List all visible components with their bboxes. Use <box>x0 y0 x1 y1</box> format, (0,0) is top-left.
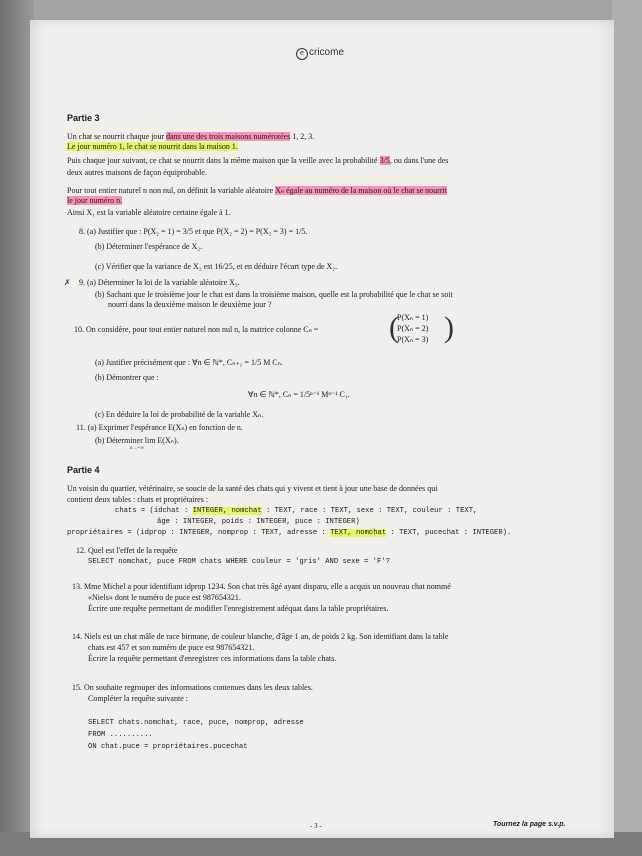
question-13b: «Niels» dont le numéro de puce est 987654321. <box>88 593 241 602</box>
question-14c: Écrire la requête permettant d'enregistrer ces informations dans la table chats. <box>88 654 337 663</box>
schema-prop-a: propriétaires = (idprop : INTEGER, nomprop : TEXT, adresse : <box>67 529 331 537</box>
matrix-entry-1: P(Xₙ = 1) <box>397 313 429 322</box>
p3-line7: Ainsi X₁ est la variable aléatoire certaine égale à 1. <box>67 208 231 217</box>
p3-line2 <box>67 142 238 152</box>
highlight-day1: Le jour numéro 1, le chat se nourrit dans la maison 1. <box>67 142 238 151</box>
question-10c: (c) En déduire la loi de probabilité de la variable Xₙ. <box>95 410 264 419</box>
question-8c: (c) Vérifier que la variance de X₂ est 16/25, et en déduire l'écart type de X₂. <box>95 262 338 271</box>
question-8a: 8. (a) Justifier que : P(X₂ = 1) = 3/5 et que P(X₂ = 2) = P(X₂ = 3) = 1/5. <box>79 227 308 236</box>
formula-cn: ∀n ∈ ℕ*, Cₙ = 1/5ⁿ⁻¹ Mⁿ⁻¹ C₁. <box>248 390 350 399</box>
matrix-entry-2: P(Xₙ = 2) <box>397 324 429 333</box>
code-line-2: FROM .......... <box>88 731 153 739</box>
highlight-day-n: le jour numéro n. <box>67 196 123 205</box>
schema-prop-c: : TEXT, pucechat : INTEGER). <box>386 529 512 537</box>
schema-chats-c: : TEXT, race : TEXT, sexe : TEXT, couleur : TEXT, <box>261 507 478 515</box>
background-right <box>612 0 642 856</box>
schema-chats <box>115 506 477 516</box>
ecricome-logo <box>296 47 344 60</box>
p3-line3 <box>67 156 448 166</box>
question-9b-cont: nourri dans la deuxième maison le deuxième jour ? <box>108 300 272 309</box>
question-10b: (b) Démontrer que : <box>95 373 159 382</box>
code-line-1: SELECT chats.nomchat, race, puce, nomprop, adresse <box>88 719 304 727</box>
logo-e-icon: e <box>296 48 308 60</box>
question-14a: 14. Niels est un chat mâle de race birmane, de couleur blanche, d'âge 1 an, de poids 2 kg. Son identifiant dans la table <box>72 632 449 641</box>
highlight-nomchat-1: INTEGER, nomchat <box>192 507 262 515</box>
p4-intro-2: contient deux tables : chats et propriétaires : <box>67 495 209 504</box>
question-9b: (b) Sachant que le troisième jour le chat est dans la troisième maison, quelle est la probabilité que le chat se soit <box>95 290 453 299</box>
question-13a: 13. Mme Michel a pour identifiant idprop 1234. Son chat très âgé ayant disparu, elle a acquis un nouveau chat nommé <box>72 582 451 591</box>
question-11b: (b) Déterminer lim E(Xₙ). <box>95 436 179 445</box>
p4-intro-1: Un voisin du quartier, vétérinaire, se soucie de la santé des chats qui y vivent et tient à jour une base de données qui <box>67 484 438 493</box>
schema-proprietaires <box>67 528 511 538</box>
section-title-4: Partie 4 <box>67 465 100 475</box>
p3-l3c: , ou dans l'une des <box>389 156 449 165</box>
query-12: SELECT nomchat, puce FROM chats WHERE couleur = 'gris' AND sexe = 'F'? <box>88 558 390 566</box>
p3-l1c: 1, 2, 3. <box>290 132 315 141</box>
question-10a: (a) Justifier précisément que : ∀n ∈ ℕ*, Cₙ₊₁ = 1/5 M Cₙ. <box>95 358 283 367</box>
highlight-houses: dans une des trois maisons numérotées <box>166 132 291 141</box>
question-11a: 11. (a) Exprimer l'espérance E(Xₙ) en fonction de n. <box>76 423 243 432</box>
question-9a: 9. (a) Déterminer la loi de la variable aléatoire X₃. <box>79 278 240 287</box>
schema-chats-a: chats = (idchat : <box>115 507 193 515</box>
p3-line1 <box>67 132 314 142</box>
highlight-nomchat-2: TEXT, nomchat <box>330 529 387 537</box>
question-15b: Compléter la requête suivante : <box>88 694 188 703</box>
highlight-variable: Xₙ égale au numéro de la maison où le chat se nourrit <box>275 186 447 195</box>
matrix-entry-3: P(Xₙ = 3) <box>397 335 429 344</box>
logo-text: cricome <box>309 47 345 58</box>
p3-l3a: Puis chaque jour suivant, ce chat se nourrit dans la même maison que la veille avec la probabilité <box>67 156 380 165</box>
question-13c: Écrire une requête permettant de modifier l'enregistrement adéquat dans la table propriétaires. <box>88 604 389 613</box>
p3-l5a: Pour tout entier naturel n non nul, on définit la variable aléatoire <box>67 186 276 195</box>
background-left <box>0 0 34 856</box>
page-number: - 3 - <box>310 822 322 830</box>
question-12: 12. Quel est l'effet de la requête <box>76 546 178 555</box>
matrix-right-paren: ) <box>444 311 454 344</box>
next-page-note: Tournez la page s.v.p. <box>493 821 566 828</box>
p3-line5 <box>67 186 447 196</box>
p3-l1a: Un chat se nourrit chaque jour <box>67 132 167 141</box>
question-15a: 15. On souhaite regrouper des informations contenues dans les deux tables. <box>72 683 313 692</box>
question-14b: chats est 457 et son numéro de puce est 987654321. <box>88 643 255 652</box>
p3-line4: deux autres maisons de façon équiprobable. <box>67 168 207 177</box>
highlight-prob: 3/5 <box>379 156 390 165</box>
schema-chats-2: âge : INTEGER, poids : INTEGER, puce : INTEGER) <box>157 518 360 526</box>
handwritten-mark-icon: ✗ <box>64 278 71 287</box>
question-10: 10. On considère, pour tout entier naturel non nul n, la matrice colonne Cₙ = <box>74 325 319 334</box>
limit-subscript: n→+∞ <box>130 446 144 451</box>
matrix-left-paren: ( <box>389 311 399 344</box>
p3-line6 <box>67 196 122 206</box>
question-8b: (b) Déterminer l'espérance de X₂. <box>95 242 203 251</box>
code-line-3: ON chat.puce = propriétaires.pucechat <box>88 743 248 751</box>
section-title-3: Partie 3 <box>67 113 100 123</box>
